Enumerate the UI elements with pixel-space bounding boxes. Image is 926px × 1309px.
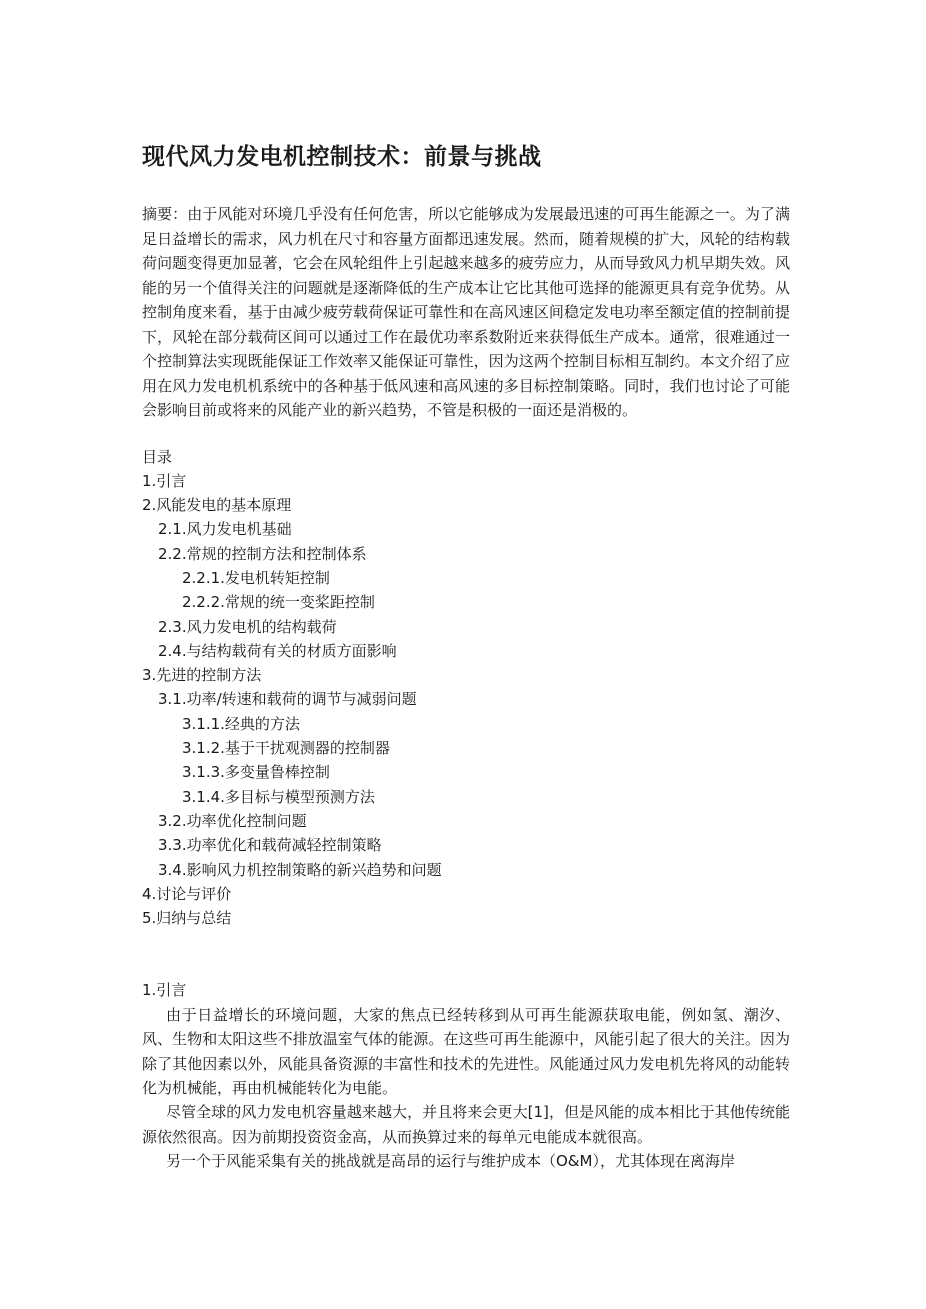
toc-item: 3.先进的控制方法 — [142, 666, 262, 685]
document-page — [142, 138, 790, 1174]
toc-item: 5.归纳与总结 — [142, 909, 232, 928]
toc-item: 3.2.功率优化控制问题 — [158, 811, 307, 830]
introduction-heading: 1.引言 — [142, 981, 187, 1000]
toc-item: 2.2.2.常规的统一变桨距控制 — [182, 593, 375, 612]
toc-item: 2.4.与结构载荷有关的材质方面影响 — [158, 641, 397, 660]
toc-item: 3.4.影响风力机控制策略的新兴趋势和问题 — [158, 860, 442, 879]
toc-item: 3.3.功率优化和载荷减轻控制策略 — [158, 836, 382, 855]
toc-item: 3.1.3.多变量鲁棒控制 — [182, 763, 330, 782]
toc-item: 3.1.1.经典的方法 — [182, 714, 300, 733]
toc-item: 2.2.常规的控制方法和控制体系 — [158, 544, 367, 563]
toc-item: 3.1.2.基于干扰观测器的控制器 — [182, 739, 390, 758]
introduction-paragraph-1: 由于日益增长的环境问题，大家的焦点已经转移到从可再生能源获取电能，例如氢、潮汐、风、生物和太阳这些不排放温室气体的能源。在这些可再生能源中，风能引起了很大的关注。因为除了其他因素以外，风能具备资源的丰富性和技术的先进性。风能通过风力发电机先将风的动能转化为机械能，再由机械能转化为电能。 — [142, 1005, 790, 1098]
toc-item: 4.讨论与评价 — [142, 884, 232, 903]
toc-item: 2.风能发电的基本原理 — [142, 496, 292, 515]
abstract-paragraph: 摘要：由于风能对环境几乎没有任何危害，所以它能够成为发展最迅速的可再生能源之一。为了满足日益增长的需求，风力机在尺寸和容量方面都迅速发展。然而，随着规模的扩大，风轮的结构载荷问题变得更加显著，它会在风轮组件上引起越来越多的疲劳应力，从而导致风力机早期失效。风能的另一个值得关注的问题就是逐渐降低的生产成本让它比其他可选择的能源更具有竞争优势。从控制角度来看，基于由减少疲劳载荷保证可靠性和在高风速区间稳定发电功率至额定值的控制前提下，风轮在部分载荷区间可以通过工作在最优功率系数附近来获得低生产成本。通常，很难通过一个控制算法实现既能保证工作效率又能保证可靠性，因为这两个控制目标相互制约。本文介绍了应用在风力发电机机系统中的各种基于低风速和高风速的多目标控制策略。同时，我们也讨论了可能会影响目前或将来的风能产业的新兴趋势，不管是积极的一面还是消极的。 — [142, 205, 790, 419]
toc-item: 3.1.4.多目标与模型预测方法 — [182, 787, 375, 806]
toc-item: 2.2.1.发电机转矩控制 — [182, 568, 330, 587]
introduction-paragraph-3: 另一个于风能采集有关的挑战就是高昂的运行与维护成本（O&M），尤其体现在离海岸 — [166, 1152, 735, 1171]
toc-list — [142, 469, 790, 931]
toc-item: 2.3.风力发电机的结构载荷 — [158, 617, 337, 636]
toc-item: 2.1.风力发电机基础 — [158, 520, 292, 539]
toc-item: 3.1.功率/转速和载荷的调节与减弱问题 — [158, 690, 417, 709]
toc-heading: 目录 — [142, 447, 173, 466]
toc-item: 1.引言 — [142, 471, 187, 490]
introduction-section — [142, 978, 790, 1173]
document-title: 现代风力发电机控制技术：前景与挑战 — [142, 144, 542, 170]
introduction-paragraph-2: 尽管全球的风力发电机容量越来越大，并且将来会更大[1]，但是风能的成本相比于其他传统能源依然很高。因为前期投资资金高，从而换算过来的每单元电能成本就很高。 — [142, 1103, 790, 1146]
table-of-contents — [142, 445, 790, 931]
